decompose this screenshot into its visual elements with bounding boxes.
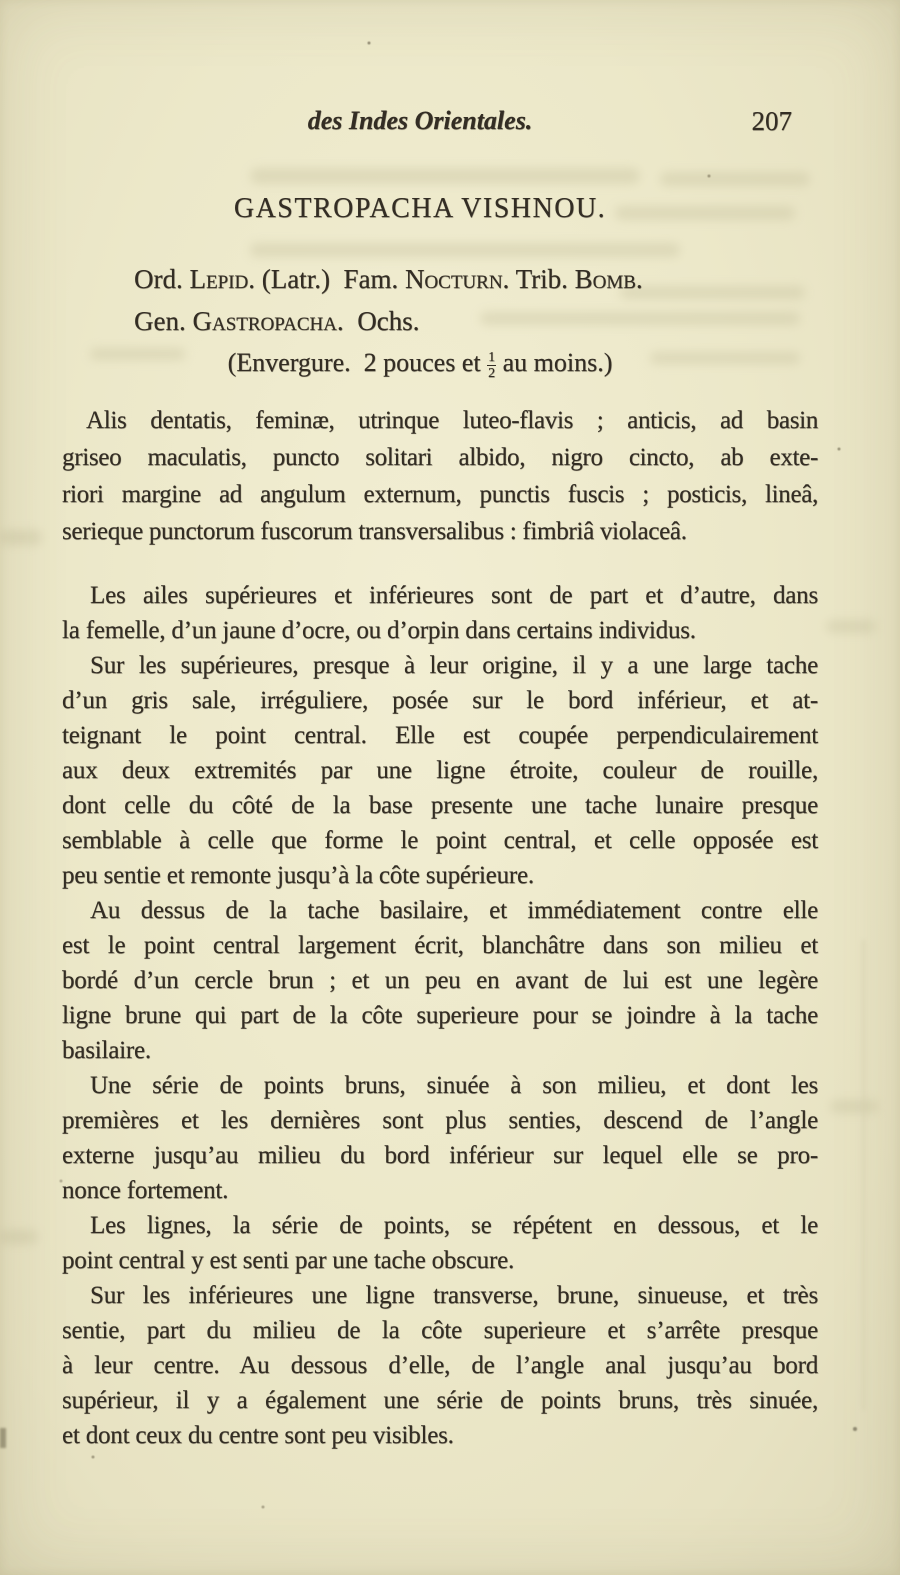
bleed-through-artifact xyxy=(660,172,810,186)
text-line: sentie, part du milieu de la côte superieure et s’arrête presque xyxy=(62,1317,818,1344)
bleed-through-artifact xyxy=(250,168,640,184)
text-line: et dont ceux du centre sont peu visibles. xyxy=(62,1422,454,1449)
taxonomy-line-order xyxy=(134,258,643,300)
bleed-through-artifact xyxy=(620,286,805,299)
bleed-through-artifact xyxy=(826,620,876,633)
text-line: Au dessus de la tache basilaire, et immédiatement contre elle xyxy=(90,897,818,924)
plain-text: Gen. xyxy=(134,306,193,336)
text-line: aux deux extremités par une ligne étroite, couleur de rouille, xyxy=(62,757,818,784)
paragraph xyxy=(62,1208,818,1278)
wingspan-text-pre: (Envergure. 2 pouces et xyxy=(227,348,488,377)
bleed-through-artifact xyxy=(0,530,42,545)
text-line: Une série de points bruns, sinuée à son milieu, et dont les xyxy=(90,1072,818,1099)
text-line: dont celle du côté de la base presente une tache lunaire presque xyxy=(62,792,818,819)
taxonomy-block xyxy=(134,258,643,342)
paragraph xyxy=(62,578,818,648)
text-line: semblable à celle que forme le point central, et celle opposée est xyxy=(62,827,818,854)
text-line: à leur centre. Au dessous d’elle, de l’angle anal jusqu’au bord xyxy=(62,1352,818,1379)
body-paragraphs xyxy=(62,578,818,1453)
bleed-through-artifact xyxy=(0,1230,38,1244)
small-caps-text: Gastropacha. xyxy=(192,306,344,336)
paragraph xyxy=(62,1278,818,1453)
latin-diagnosis xyxy=(62,402,818,550)
wingspan-text-post: au moins.) xyxy=(496,348,613,377)
small-caps-text: Lepid. xyxy=(189,264,255,294)
plain-text: Trib. xyxy=(509,264,575,294)
text-line: d’un gris sale, irréguliere, posée sur le bord inférieur, et at- xyxy=(62,687,818,714)
text-line: supérieur, il y a également une série de points bruns, très sinuée, xyxy=(62,1387,818,1414)
dust-specks xyxy=(0,0,2,2)
text-line: Les ailes supérieures et inférieures sont de part et d’autre, dans xyxy=(90,582,818,609)
text-line: la femelle, d’un jaune d’ocre, ou d’orpin dans certains individus. xyxy=(62,617,696,644)
bleed-through-artifact xyxy=(250,243,680,257)
wingspan-note xyxy=(42,344,798,381)
text-line: teignant le point central. Elle est coupée perpendiculairement xyxy=(62,722,818,749)
plain-text: Ochs. xyxy=(343,306,420,336)
text-line: serieque punctorum fuscorum transversalibus : fimbriâ violaceâ. xyxy=(62,518,687,545)
text-line: peu sentie et remonte jusqu’à la côte supérieure. xyxy=(62,862,534,889)
text-line: point central y est senti par une tache obscure. xyxy=(62,1247,515,1274)
bleed-through-artifact xyxy=(830,1100,878,1113)
small-caps-text: Nocturn. xyxy=(404,264,510,294)
text-line: Les lignes, la série de points, se répétent en dessous, et le xyxy=(90,1212,818,1239)
text-line: premières et les dernières sont plus senties, descend de l’angle xyxy=(62,1107,818,1134)
running-header xyxy=(62,103,818,139)
small-caps-text: Bomb. xyxy=(574,264,643,294)
text-line: ligne brune qui part de la côte superieure pour se joindre à la tache xyxy=(62,1002,818,1029)
text-line: bordé d’un cercle brun ; et un peu en avant de lui est une legère xyxy=(62,967,818,994)
paragraph xyxy=(62,893,818,1068)
text-line: Sur les supérieures, presque à leur origine, il y a une large tache xyxy=(90,652,818,679)
fraction-numerator: 1 xyxy=(488,349,496,366)
text-line: Alis dentatis, feminæ, utrinque luteo-flavis ; anticis, ad basin xyxy=(86,407,818,434)
plain-text: Ord. xyxy=(134,264,190,294)
plain-text: (Latr.) Fam. xyxy=(254,264,405,294)
running-title: des Indes Orientales. xyxy=(307,106,533,135)
paragraph xyxy=(62,648,818,893)
text-line: nonce fortement. xyxy=(62,1177,229,1204)
fraction-denominator: 2 xyxy=(488,364,496,381)
text-line: griseo maculatis, puncto solitari albido, nigro cincto, ab exte- xyxy=(62,444,818,471)
paragraph xyxy=(62,1068,818,1208)
text-line: basilaire. xyxy=(62,1037,151,1064)
text-line: est le point central largement écrit, blanchâtre dans son milieu et xyxy=(62,932,818,959)
paper-crease xyxy=(862,940,865,1410)
text-line: riori margine ad angulum externum, punctis fuscis ; posticis, lineâ, xyxy=(62,481,818,508)
one-half-fraction xyxy=(487,350,496,380)
text-line: Sur les inférieures une ligne transverse, brune, sinueuse, et très xyxy=(90,1282,818,1309)
scan-edge-artifact xyxy=(0,1428,6,1448)
page-number: 207 xyxy=(751,106,792,136)
species-title: GASTROPACHA VISHNOU. xyxy=(233,193,607,224)
text-line: externe jusqu’au milieu du bord inférieur sur lequel elle se pro- xyxy=(62,1142,818,1169)
taxonomy-line-genus xyxy=(134,300,643,342)
